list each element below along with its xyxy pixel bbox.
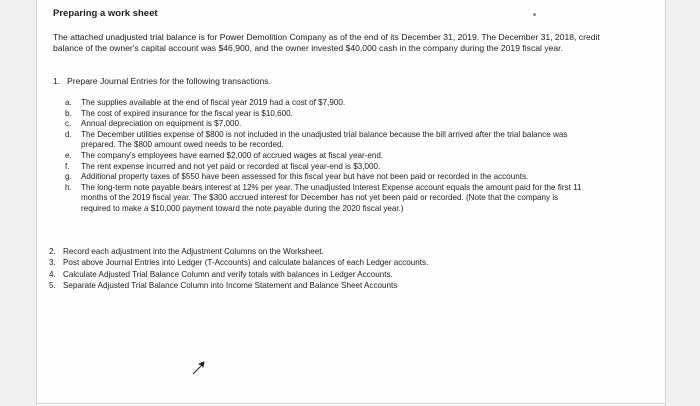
transaction-item-c	[65, 119, 665, 130]
question-1-number: 1.	[53, 76, 61, 86]
item-line: Additional property taxes of $550 have been assessed for this fiscal year but have not been paid or recorded in the accounts.	[81, 172, 529, 182]
item-line: The company's employees have earned $2,000 of accrued wages at fiscal year-end.	[81, 150, 384, 160]
step-number: 2.	[49, 247, 56, 256]
transaction-item-b	[65, 109, 665, 120]
item-marker: d.	[65, 129, 72, 139]
document-title: Preparing a work sheet	[53, 8, 158, 19]
item-line: The long-term note payable bears interest at 12% per year. The unadjusted Interest Expense account equals the amount paid for the first 11	[81, 182, 582, 192]
item-line: Annual depreciation on equipment is $7,000.	[81, 119, 242, 129]
item-marker: a.	[65, 98, 72, 107]
step-number: 5.	[49, 281, 56, 291]
step-text: Record each adjustment into the Adjustment Columns on the Worksheet.	[63, 247, 324, 256]
step-text: Post above Journal Entries into Ledger (T-Accounts) and calculate balances of each Ledger accounts.	[63, 258, 429, 268]
transaction-list	[65, 98, 665, 215]
item-marker: c.	[65, 119, 72, 129]
step-text: Separate Adjusted Trial Balance Column into Income Statement and Balance Sheet Accounts	[63, 281, 398, 291]
step-number: 3.	[49, 258, 56, 268]
item-marker: f.	[65, 161, 70, 171]
page-bottom-edge	[37, 403, 665, 404]
item-marker: g.	[65, 172, 72, 182]
item-marker: e.	[65, 150, 72, 160]
item-line: The supplies available at the end of fiscal year 2019 had a cost of $7,900.	[81, 98, 346, 107]
item-line: months of the 2019 fiscal year. The $300 accrued interest for December has not yet been paid or recorded. (Note that the company is	[81, 193, 559, 203]
question-1	[53, 76, 271, 86]
step-text: Calculate Adjusted Trial Balance Column and verify totals with balances in Ledger Accounts.	[63, 269, 393, 279]
mouse-pointer-icon	[192, 361, 206, 375]
item-marker: b.	[65, 108, 72, 118]
item-line: required to make a $10,000 payment toward the note payable during the 2020 fiscal year.)	[81, 203, 404, 213]
step-number: 4.	[49, 269, 56, 279]
item-marker: h.	[65, 182, 72, 192]
transaction-item-g	[65, 172, 665, 183]
step-list	[49, 246, 649, 292]
step-item-3	[49, 257, 649, 268]
document-page	[36, 0, 666, 406]
item-line: The December utilities expense of $800 is not included in the unadjusted trial balance because the bill arrived after the trial balance was	[81, 129, 568, 139]
transaction-item-e	[65, 151, 665, 162]
intro-line: balance of the owner's capital account was $46,900, and the owner invested $40,000 cash in the company during the 2019 fiscal year.	[53, 43, 563, 53]
transaction-item-f	[65, 162, 665, 173]
item-line: The rent expense incurred and not yet paid or recorded at fiscal year-end is $3,000.	[81, 161, 381, 171]
step-item-2	[49, 246, 649, 257]
transaction-item-h	[65, 183, 665, 215]
item-line: prepared. The $800 amount owed needs to be recorded.	[81, 140, 284, 150]
transaction-item-a	[65, 98, 665, 109]
question-1-text: Prepare Journal Entries for the following transactions.	[67, 76, 271, 86]
step-item-4	[49, 269, 649, 280]
intro-line: The attached unadjusted trial balance is for Power Demolition Company as of the end of its December 31, 2019. The December 31, 2018, credit	[53, 32, 600, 42]
transaction-item-d	[65, 130, 665, 151]
stray-dot	[533, 13, 536, 16]
step-item-5	[49, 280, 649, 291]
intro-paragraph	[53, 32, 653, 54]
item-line: The cost of expired insurance for the fiscal year is $10,600.	[81, 108, 293, 118]
